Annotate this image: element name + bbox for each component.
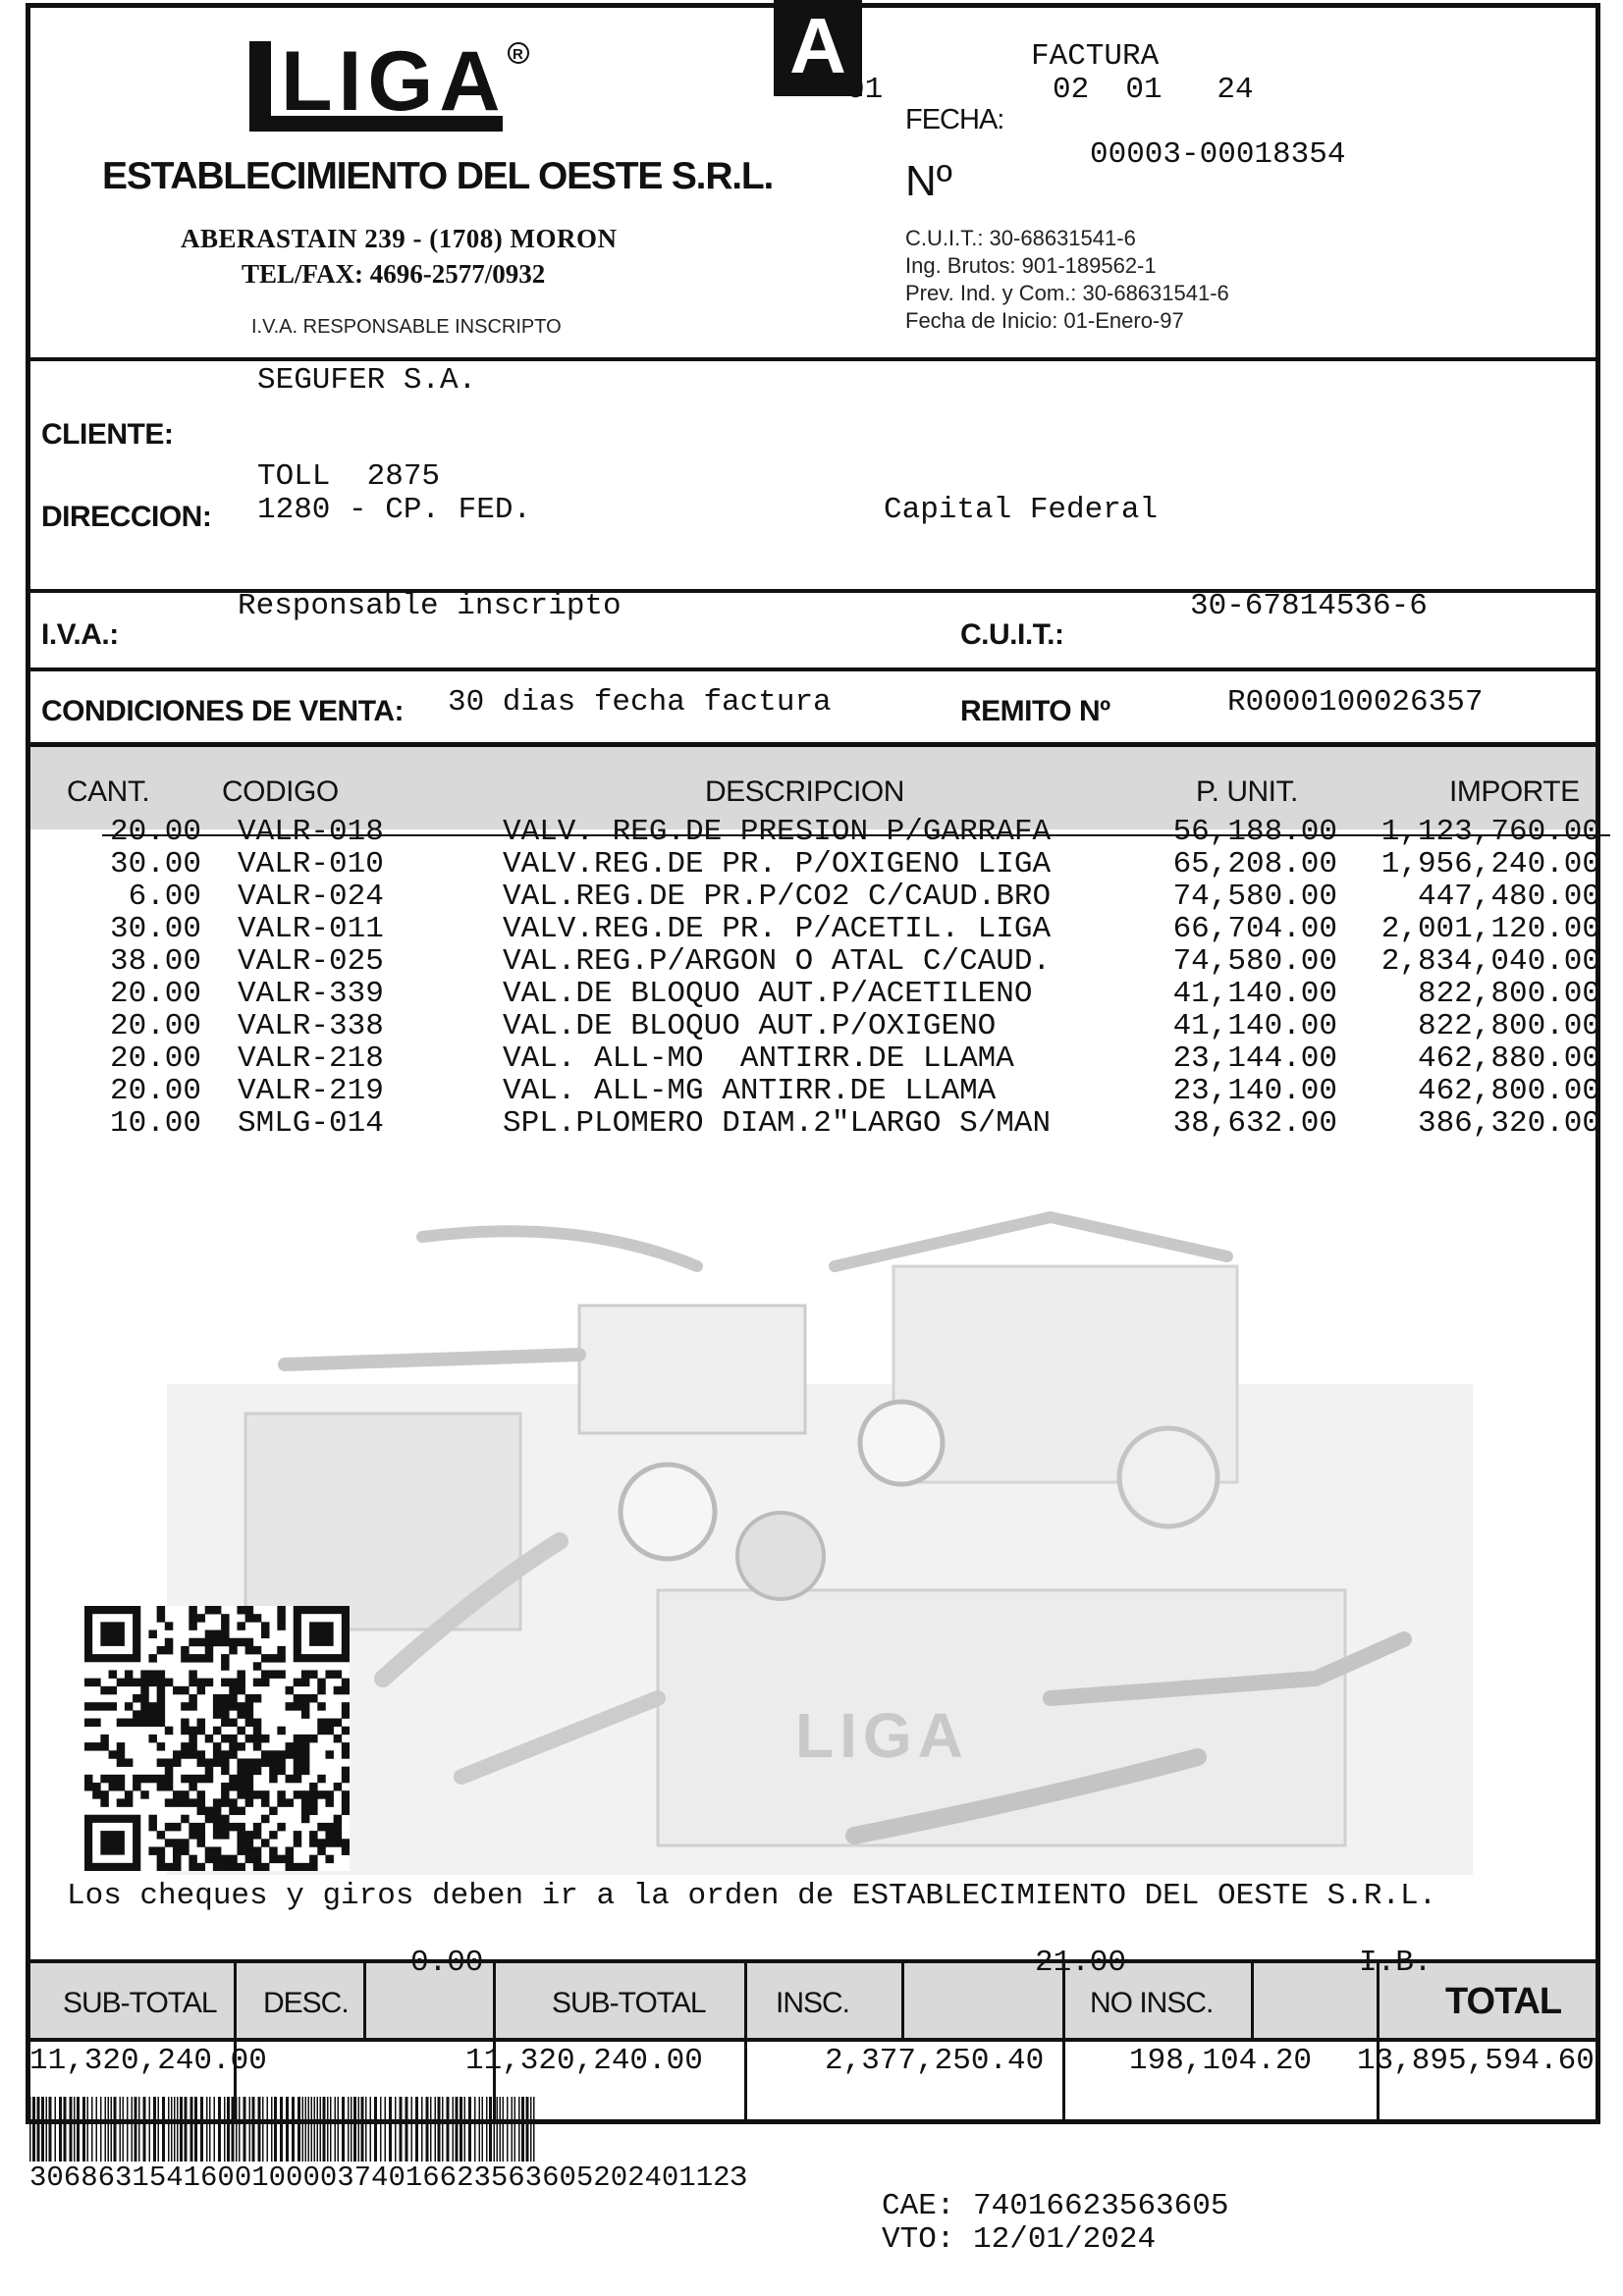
ib-label: I.B. xyxy=(1359,1946,1433,1980)
cell-punit: 41,140.00 xyxy=(1172,977,1337,1011)
cuit-value: 30-67814536-6 xyxy=(1190,589,1428,623)
cell-codigo: VALR-219 xyxy=(238,1074,384,1108)
totals-sep-7 xyxy=(1251,1963,1254,2040)
cell-cant: 20.00 xyxy=(109,1041,201,1076)
remito-value: R0000100026357 xyxy=(1227,685,1484,720)
cell-codigo: VALR-218 xyxy=(238,1041,384,1076)
totals-sep-6 xyxy=(1062,1963,1065,2122)
cell-importe: 822,800.00 xyxy=(1417,977,1600,1011)
doc-type: FACTURA xyxy=(1031,39,1160,74)
svg-text:R: R xyxy=(513,46,523,63)
cell-cant: 20.00 xyxy=(109,977,201,1011)
cell-codigo: VALR-018 xyxy=(238,815,384,849)
items-body xyxy=(0,815,1623,1148)
cell-desc: VAL.REG.DE PR.P/CO2 C/CAUD.BRO xyxy=(503,880,1052,914)
cell-desc: SPL.PLOMERO DIAM.2"LARGO S/MAN xyxy=(503,1106,1052,1141)
cell-codigo: VALR-025 xyxy=(238,944,384,979)
company-phone: TEL/FAX: 4696-2577/0932 xyxy=(242,259,546,289)
divider-header xyxy=(26,357,1600,361)
cell-importe: 462,800.00 xyxy=(1417,1074,1600,1108)
cell-importe: 462,880.00 xyxy=(1417,1041,1600,1076)
cell-punit: 38,632.00 xyxy=(1172,1106,1337,1141)
cae-vto: VTO: 12/01/2024 xyxy=(882,2222,1157,2257)
tax-info-ingbrutos: Ing. Brutos: 901-189562-1 xyxy=(905,253,1157,278)
totals-header-noinsc: NO INSC. xyxy=(1090,1987,1214,2019)
cell-cant: 38.00 xyxy=(109,944,201,979)
cell-desc: VAL.REG.P/ARGON O ATAL C/CAUD. xyxy=(503,944,1052,979)
table-row xyxy=(0,1074,1623,1106)
cell-punit: 23,140.00 xyxy=(1172,1074,1337,1108)
table-row xyxy=(0,815,1623,847)
cell-importe: 2,001,120.00 xyxy=(1380,912,1600,946)
cell-punit: 23,144.00 xyxy=(1172,1041,1337,1076)
iva-label: I.V.A.: xyxy=(41,618,119,651)
insc-rate: 21.00 xyxy=(1035,1946,1127,1980)
fecha-value: 02 01 24 xyxy=(1053,73,1254,107)
totals-header-subtotal2: SUB-TOTAL xyxy=(552,1987,706,2019)
totals-header-desc: DESC. xyxy=(263,1987,349,2019)
illustration-logo: LIGA xyxy=(795,1700,969,1771)
numero-label: Nº xyxy=(905,157,952,205)
cliente-label: CLIENTE: xyxy=(41,418,174,451)
cell-importe: 2,834,040.00 xyxy=(1380,944,1600,979)
barcode xyxy=(29,2097,540,2162)
logo-text: LIGA xyxy=(281,39,507,129)
total-value: 13,895,594.60 xyxy=(1357,2044,1595,2078)
header-punit: P. UNIT. xyxy=(1196,775,1298,808)
cell-desc: VALV.REG.DE PR. P/OXIGENO LIGA xyxy=(503,847,1052,881)
company-name: ESTABLECIMIENTO DEL OESTE S.R.L. xyxy=(102,155,774,197)
cell-importe: 386,320.00 xyxy=(1417,1106,1600,1141)
tax-info-prev: Prev. Ind. y Com.: 30-68631541-6 xyxy=(905,281,1229,305)
barcode-number: 30686315416001000037401662356360520240112З xyxy=(29,2162,747,2194)
cell-codigo: VALR-024 xyxy=(238,880,384,914)
header-cant: CANT. xyxy=(67,775,150,808)
company-address: ABERASTAIN 239 - (1708) MORON xyxy=(181,224,618,253)
header-descripcion: DESCRIPCION xyxy=(705,775,904,808)
totals-sep-2 xyxy=(363,1963,366,2040)
cell-importe: 447,480.00 xyxy=(1417,880,1600,914)
cell-punit: 56,188.00 xyxy=(1172,815,1337,849)
cuit-label: C.U.I.T.: xyxy=(960,618,1064,651)
totals-sep-4 xyxy=(744,1963,747,2122)
condiciones-value: 30 dias fecha factura xyxy=(448,685,832,720)
cell-cant: 20.00 xyxy=(109,1009,201,1043)
totals-sep-5 xyxy=(901,1963,904,2040)
condiciones-label: CONDICIONES DE VENTA: xyxy=(41,695,404,727)
cell-codigo: SMLG-014 xyxy=(238,1106,384,1141)
cell-desc: VALV.REG.DE PR. P/ACETIL. LIGA xyxy=(503,912,1052,946)
product-illustration xyxy=(167,1129,1473,1875)
cell-cant: 30.00 xyxy=(109,847,201,881)
cell-punit: 41,140.00 xyxy=(1172,1009,1337,1043)
totals-header-insc: INSC. xyxy=(776,1987,850,2019)
cell-codigo: VALR-011 xyxy=(238,912,384,946)
numero-value: 00003-00018354 xyxy=(1090,137,1346,172)
iva-value: Responsable inscripto xyxy=(238,589,622,623)
cell-desc: VAL.DE BLOQUO AUT.P/ACETILENO xyxy=(503,977,1033,1011)
table-row xyxy=(0,912,1623,944)
cell-codigo: VALR-339 xyxy=(238,977,384,1011)
header-importe: IMPORTE xyxy=(1449,775,1580,808)
table-row xyxy=(0,1106,1623,1139)
cell-desc: VAL. ALL-MO ANTIRR.DE LLAMA xyxy=(503,1041,1014,1076)
table-row xyxy=(0,880,1623,912)
table-row xyxy=(0,977,1623,1009)
company-logo xyxy=(247,39,542,137)
cell-cant: 30.00 xyxy=(109,912,201,946)
direccion-line1: TOLL 2875 xyxy=(257,459,441,494)
cell-cant: 6.00 xyxy=(128,880,201,914)
cell-desc: VALV. REG.DE PRESION P/GARRAFA xyxy=(503,815,1052,849)
noinsc-value: 198,104.20 xyxy=(1129,2044,1313,2078)
fecha-label: FECHA: xyxy=(905,104,1004,135)
header-codigo: CODIGO xyxy=(222,775,339,808)
cell-punit: 74,580.00 xyxy=(1172,880,1337,914)
cell-cant: 20.00 xyxy=(109,815,201,849)
subtotal1-value: 11,320,240.00 xyxy=(29,2044,267,2078)
code-fragment: 01 xyxy=(846,73,884,107)
cell-punit: 74,580.00 xyxy=(1172,944,1337,979)
insc-value: 2,377,250.40 xyxy=(825,2044,1045,2078)
cell-importe: 1,956,240.00 xyxy=(1380,847,1600,881)
desc-rate: 0.00 xyxy=(410,1946,484,1980)
footer-note: Los cheques y giros deben ir a la orden de ESTABLECIMIENTO DEL OESTE S.R.L. xyxy=(67,1879,1437,1913)
totals-header-total: TOTAL xyxy=(1445,1981,1562,2022)
cell-cant: 10.00 xyxy=(109,1106,201,1141)
totals-header-subtotal1: SUB-TOTAL xyxy=(63,1987,217,2019)
direccion-line2: 1280 - CP. FED. xyxy=(257,493,532,527)
direccion-label: DIRECCION: xyxy=(41,501,212,533)
tax-info-inicio: Fecha de Inicio: 01-Enero-97 xyxy=(905,308,1184,333)
qr-code xyxy=(84,1606,350,1871)
table-row xyxy=(0,944,1623,977)
table-row xyxy=(0,1009,1623,1041)
table-row xyxy=(0,1041,1623,1074)
totals-sep-8 xyxy=(1377,1963,1380,2122)
subtotal2-value: 11,320,240.00 xyxy=(465,2044,703,2078)
cell-punit: 65,208.00 xyxy=(1172,847,1337,881)
cell-codigo: VALR-338 xyxy=(238,1009,384,1043)
cell-desc: VAL.DE BLOQUO AUT.P/OXIGENO xyxy=(503,1009,997,1043)
cell-codigo: VALR-010 xyxy=(238,847,384,881)
cell-punit: 66,704.00 xyxy=(1172,912,1337,946)
table-row xyxy=(0,847,1623,880)
iva-status: I.V.A. RESPONSABLE INSCRIPTO xyxy=(251,316,562,338)
cae-number: CAE: 74016623563605 xyxy=(882,2189,1229,2223)
client-city: Capital Federal xyxy=(884,493,1159,527)
remito-label: REMITO Nº xyxy=(960,695,1110,727)
divider-iva xyxy=(26,667,1600,671)
cell-cant: 20.00 xyxy=(109,1074,201,1108)
cell-importe: 1,123,760.00 xyxy=(1380,815,1600,849)
cliente-value: SEGUFER S.A. xyxy=(257,363,477,398)
divider-totals-mid xyxy=(26,2038,1600,2042)
invoice-letter: A xyxy=(789,2,846,89)
tax-info-cuit: C.U.I.T.: 30-68631541-6 xyxy=(905,226,1136,250)
cell-importe: 822,800.00 xyxy=(1417,1009,1600,1043)
cell-desc: VAL. ALL-MG ANTIRR.DE LLAMA xyxy=(503,1074,997,1108)
